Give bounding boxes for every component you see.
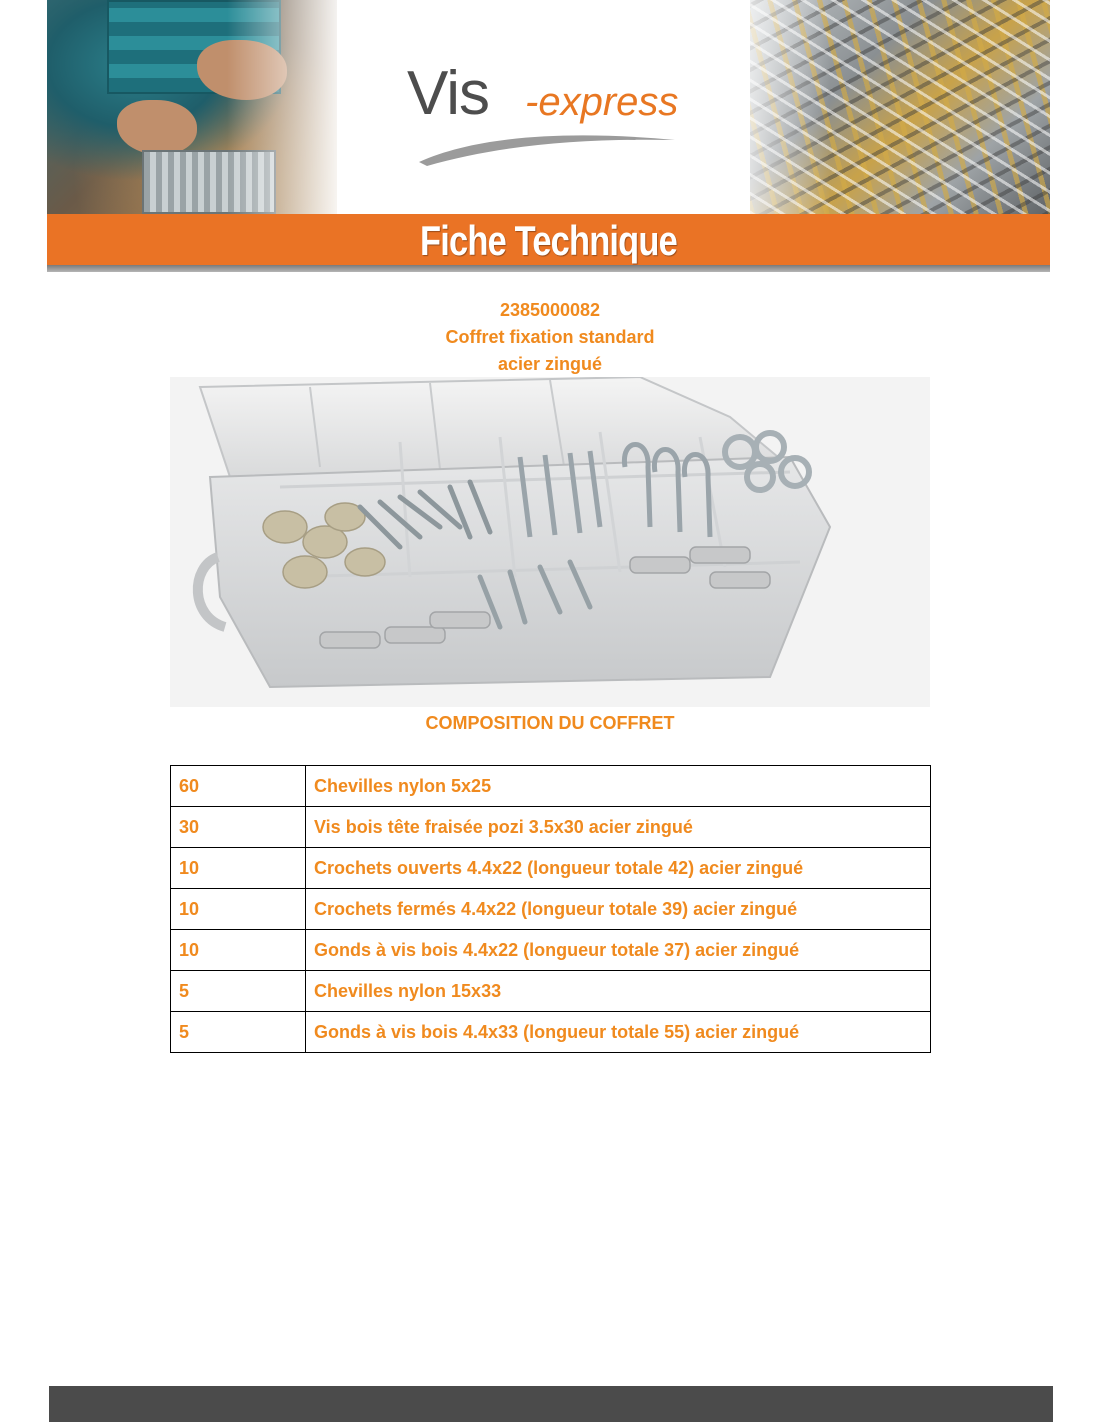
logo-swoosh-icon [417,128,677,168]
vis-express-logo [407,58,707,168]
product-reference: 2385000082 [499,300,601,320]
row-description: Chevilles nylon 5x25 [306,766,931,807]
row-description: Gonds à vis bois 4.4x22 (longueur totale 37) acier zingué [306,930,931,971]
header-banner [47,0,1050,272]
row-quantity: 5 [171,971,306,1012]
product-image [170,377,930,707]
table-row [171,807,931,848]
row-quantity: 5 [171,1012,306,1053]
photo-fade [720,0,830,214]
table-row [171,889,931,930]
photo-fade [227,0,347,214]
composition-table [170,765,931,1053]
product-info [0,297,1100,378]
title-band [47,214,1050,265]
table-row [171,766,931,807]
row-description: Crochets ouverts 4.4x22 (longueur totale 42) acier zingué [306,848,931,889]
logo-sub-text: -express [525,80,679,124]
table-row [171,971,931,1012]
row-description: Vis bois tête fraisée pozi 3.5x30 acier zingué [306,807,931,848]
row-quantity: 30 [171,807,306,848]
row-quantity: 60 [171,766,306,807]
logo-main-text: Vis [407,59,490,128]
row-quantity: 10 [171,889,306,930]
product-material: acier zingué [497,354,603,374]
row-quantity: 10 [171,930,306,971]
row-quantity: 10 [171,848,306,889]
footer-bar [49,1386,1053,1422]
table-row [171,848,931,889]
row-description: Crochets fermés 4.4x22 (longueur totale 39) acier zingué [306,889,931,930]
row-description: Gonds à vis bois 4.4x33 (longueur totale 55) acier zingué [306,1012,931,1053]
row-description: Chevilles nylon 15x33 [306,971,931,1012]
table-row [171,930,931,971]
composition-title: COMPOSITION DU COFFRET [425,713,675,733]
page-title: Fiche Technique [420,217,677,264]
hand-image [117,100,197,155]
product-name: Coffret fixation standard [445,327,655,347]
band-shadow [47,265,1050,272]
table-row [171,1012,931,1053]
